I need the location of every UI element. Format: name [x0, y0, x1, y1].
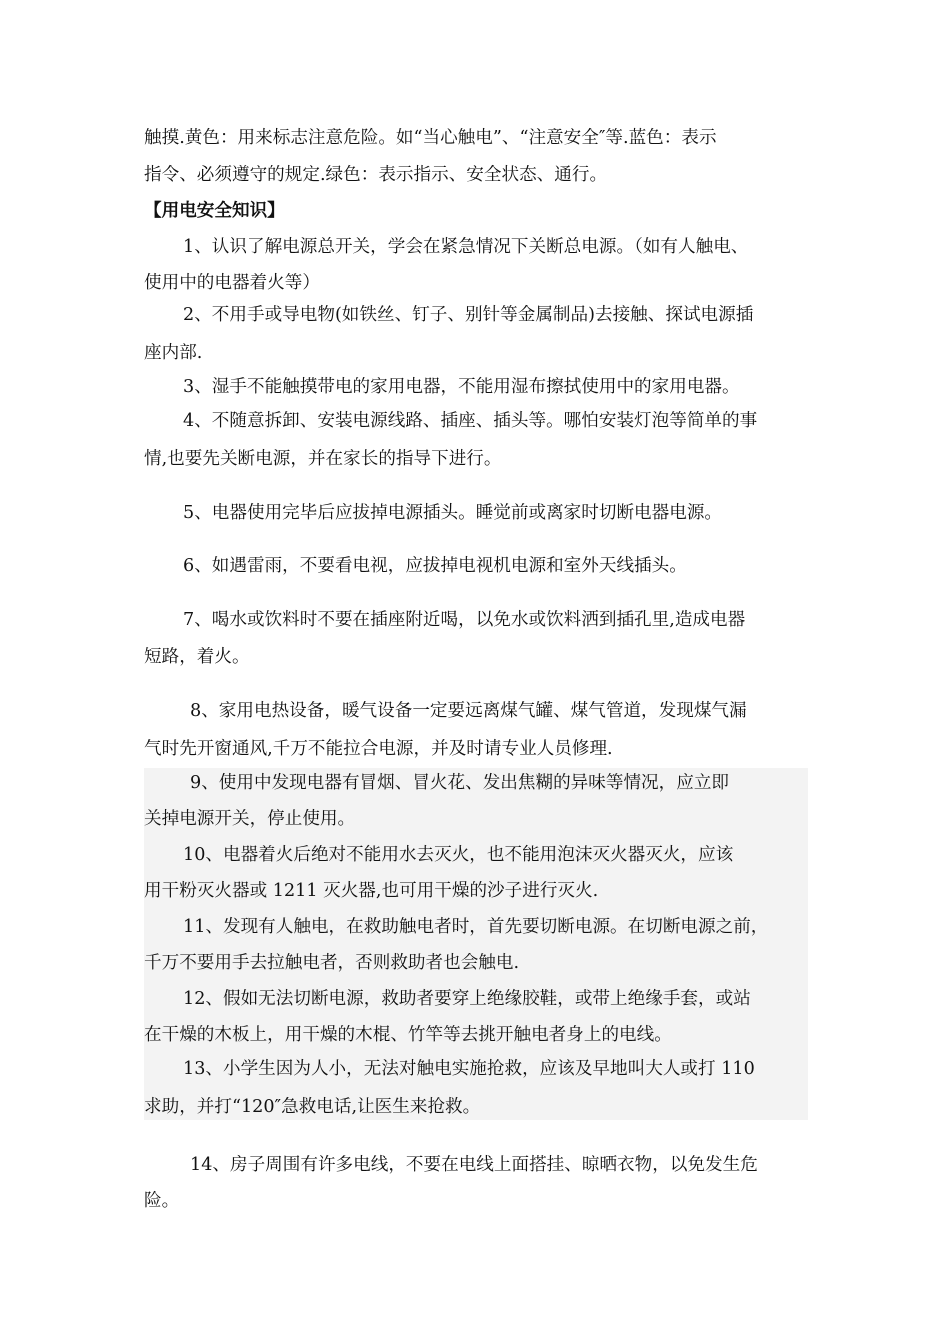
intro-line: 触摸.黄色：用来标志注意危险。如“当心触电”、“注意安全″等.蓝色：表示 — [144, 128, 717, 148]
item-9-line-2: 关掉电源开关，停止使用。 — [144, 809, 356, 829]
item-4-line-1: 4、不随意拆卸、安装电源线路、插座、插头等。哪怕安装灯泡等简单的事 — [183, 411, 758, 431]
item-11-line-1: 11、发现有人触电，在救助触电者时，首先要切断电源。在切断电源之前， — [183, 917, 769, 937]
item-14-line-2: 险。 — [144, 1191, 180, 1211]
item-9-line-1: 9、使用中发现电器有冒烟、冒火花、发出焦糊的异味等情况，应立即 — [190, 773, 730, 793]
item-12-line-2: 在干燥的木板上，用干燥的木棍、竹竿等去挑开触电者身上的电线。 — [144, 1025, 672, 1045]
item-13-line-2: 求助，并打“120″急救电话,让医生来抢救。 — [144, 1097, 481, 1117]
item-10-line-1: 10、电器着火后绝对不能用水去灭火，也不能用泡沫灭火器灭火，应该 — [183, 845, 734, 865]
item-2-line-1: 2、不用手或导电物(如铁丝、钉子、别针等金属制品)去接触、探试电源插 — [183, 305, 754, 325]
item-4-line-2: 情,也要先关断电源，并在家长的指导下进行。 — [144, 449, 502, 469]
intro-line: 指令、必须遵守的规定.绿色：表示指示、安全状态、通行。 — [144, 165, 608, 185]
item-13-line-1: 13、小学生因为人小，无法对触电实施抢救，应该及早地叫大人或打 110 — [183, 1059, 755, 1079]
item-8-line-1: 8、家用电热设备，暖气设备一定要远离煤气罐、煤气管道，发现煤气漏 — [190, 701, 747, 721]
item-11-line-2: 千万不要用手去拉触电者，否则救助者也会触电. — [144, 953, 520, 973]
item-1-line-1: 1、认识了解电源总开关，学会在紧急情况下关断总电源。（如有人触电、 — [183, 237, 749, 257]
item-7-line-2: 短路，着火。 — [144, 647, 250, 667]
item-1-line-2: 使用中的电器着火等） — [144, 273, 320, 293]
item-5-line-1: 5、电器使用完毕后应拔掉电源插头。睡觉前或离家时切断电器电源。 — [183, 503, 723, 523]
section-title: 【用电安全知识】 — [144, 200, 285, 221]
item-7-line-1: 7、喝水或饮料时不要在插座附近喝，以免水或饮料洒到插孔里,造成电器 — [183, 610, 746, 630]
item-3-line-1: 3、湿手不能触摸带电的家用电器，不能用湿布擦拭使用中的家用电器。 — [183, 377, 740, 397]
item-14-line-1: 14、房子周围有许多电线，不要在电线上面搭挂、晾晒衣物，以免发生危 — [190, 1155, 758, 1175]
item-8-line-2: 气时先开窗通风,千万不能拉合电源，并及时请专业人员修理. — [144, 739, 613, 759]
item-12-line-1: 12、假如无法切断电源，救助者要穿上绝缘胶鞋，或带上绝缘手套，或站 — [183, 989, 751, 1009]
item-10-line-2: 用干粉灭火器或 1211 灭火器,也可用干燥的沙子进行灭火. — [144, 881, 599, 901]
item-2-line-2: 座内部. — [144, 343, 203, 363]
item-6-line-1: 6、如遇雷雨，不要看电视，应拔掉电视机电源和室外天线插头。 — [183, 556, 687, 576]
